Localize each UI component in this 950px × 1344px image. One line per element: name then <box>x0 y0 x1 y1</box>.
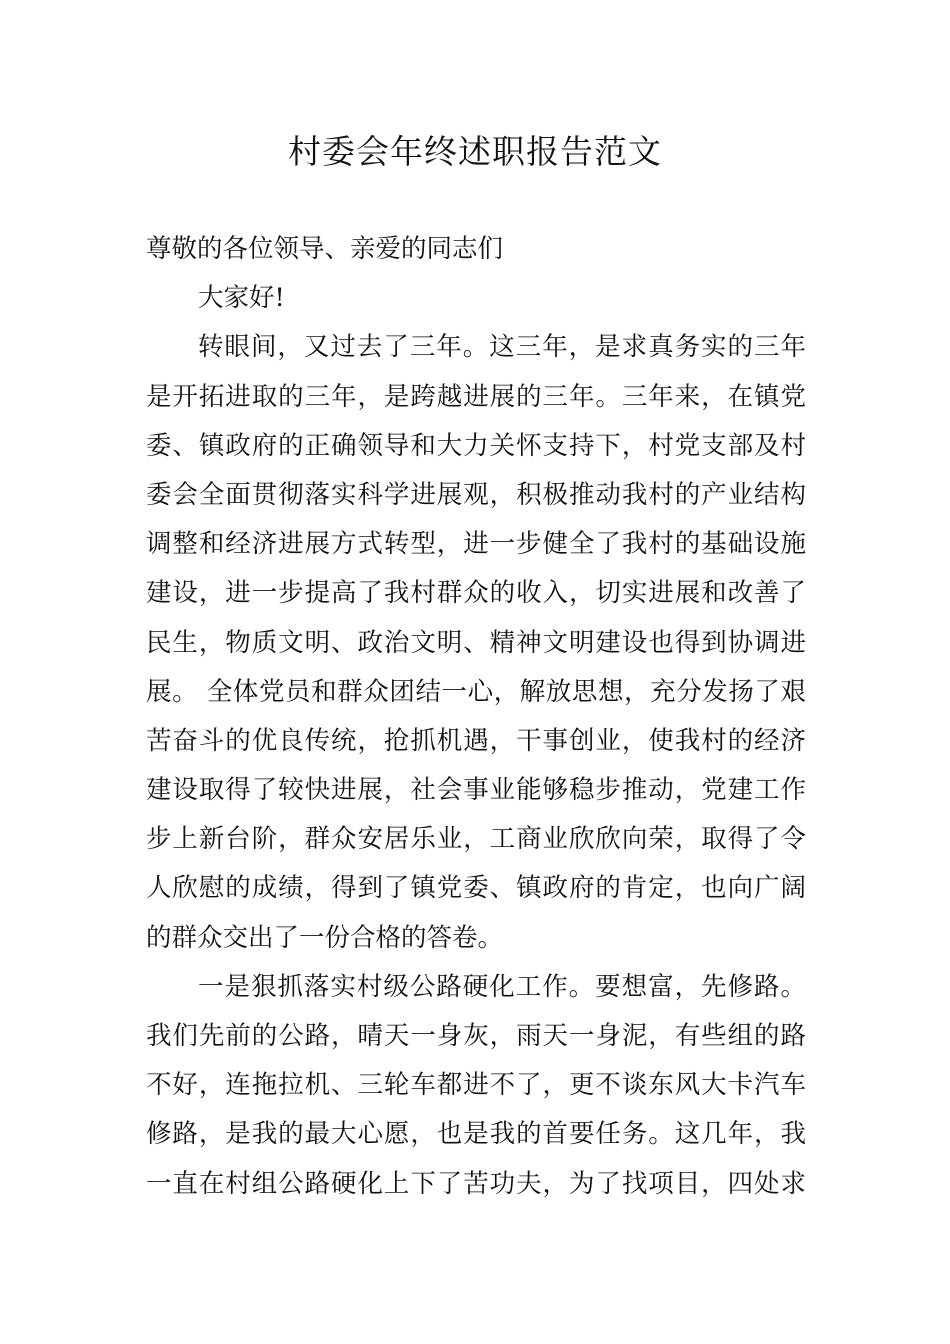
body-line: 人欣慰的成绩，得到了镇党委、镇政府的肯定，也向广阔 <box>146 873 806 904</box>
body-line: 我们先前的公路，晴天一身灰，雨天一身泥，有些组的路 <box>146 1021 806 1051</box>
body-line: 民生，物质文明、政治文明、精神文明建设也得到协调进 <box>146 627 806 658</box>
body-line: 展。 全体党员和群众团结一心，解放思想，充分发扬了艰 <box>146 676 806 707</box>
body-line: 不好，连拖拉机、三轮车都进不了，更不谈东风大卡汽车 <box>146 1070 806 1101</box>
body-line: 一直在村组公路硬化上下了苦功夫，为了找项目，四处求 <box>146 1168 806 1199</box>
body-line: 是开拓进取的三年，是跨越进展的三年。三年来，在镇党 <box>146 381 806 412</box>
body-line: 转眼间，又过去了三年。这三年，是求真务实的三年 <box>198 332 806 363</box>
body-line: 步上新台阶，群众安居乐业，工商业欣欣向荣，取得了令 <box>146 824 806 855</box>
body-line: 修路，是我的最大心愿，也是我的首要任务。这几年，我 <box>146 1119 806 1150</box>
body-line: 委、镇政府的正确领导和大力关怀支持下，村党支部及村 <box>146 430 806 461</box>
body-line: 建设，进一步提高了我村群众的收入，切实进展和改善了 <box>146 578 806 609</box>
body-line: 苦奋斗的优良传统，抢抓机遇，干事创业，使我村的经济 <box>146 725 806 756</box>
body-line: 一是狠抓落实村级公路硬化工作。要想富，先修路。 <box>198 971 806 1002</box>
body-line: 调整和经济进展方式转型，进一步健全了我村的基础设施 <box>146 529 806 560</box>
body-line: 委会全面贯彻落实科学进展观，积极推动我村的产业结构 <box>146 479 806 510</box>
body-line: 建设取得了较快进展，社会事业能够稳步推动，党建工作 <box>146 775 806 806</box>
salutation-line: 尊敬的各位领导、亲爱的同志们 <box>146 234 504 264</box>
document-title: 村委会年终述职报告范文 <box>288 132 662 171</box>
body-line: 的群众交出了一份合格的答卷。 <box>146 922 504 953</box>
document-body <box>146 225 806 1209</box>
greeting-line: 大家好! <box>198 283 285 314</box>
